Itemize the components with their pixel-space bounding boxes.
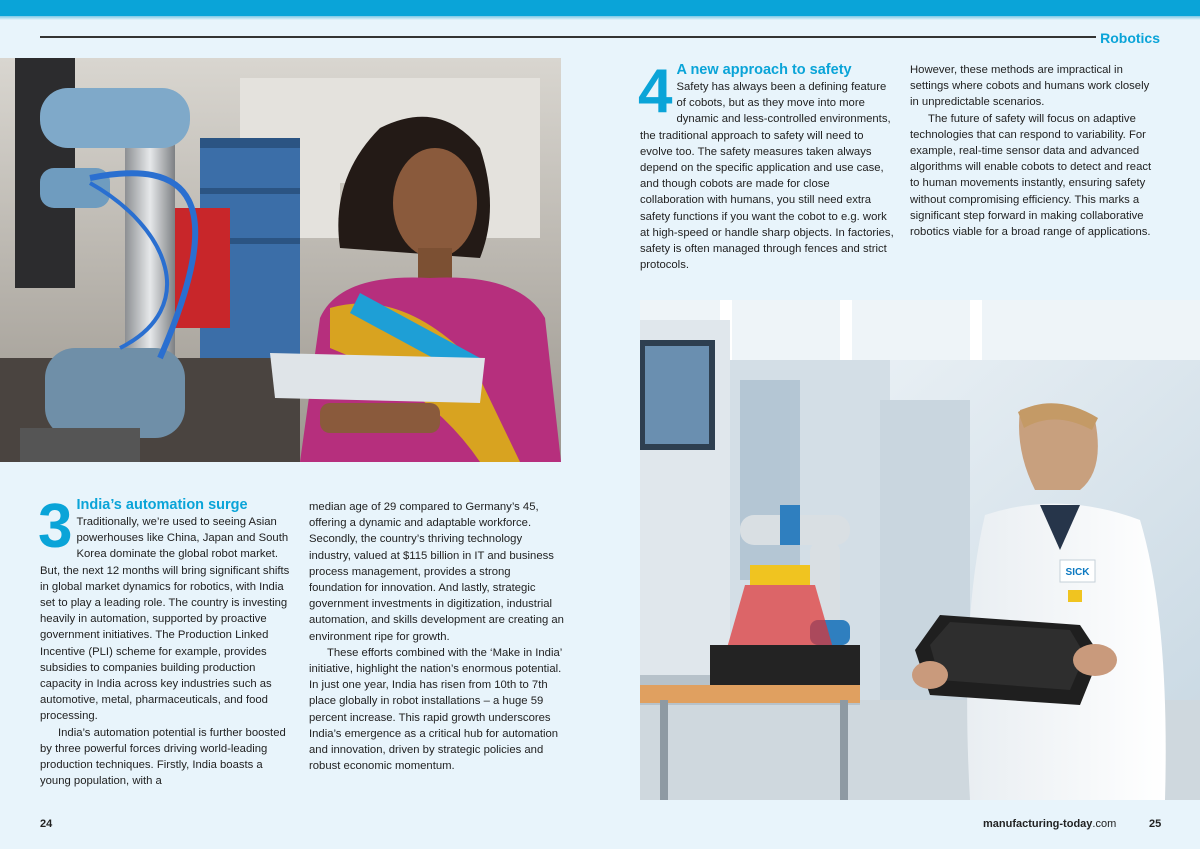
photo-worker-with-cobot — [0, 58, 561, 462]
section-3-paragraph: median age of 29 compared to Germany’s 45, offering a dynamic and adaptable workforce. Secondly, the country’s thriving technology industry, valued at $115 billion in IT and business process management, provides a strong foundation for innovation. And lastly, strategic government investments in digitization, industrial automation, and skills development are creating an environment ripe for growth. — [309, 501, 564, 643]
section-4-paragraph: However, these methods are impractical in settings where cobots and humans work closely in unpredictable scenarios. — [910, 64, 1150, 109]
header-rule — [40, 36, 1096, 38]
section-label: Robotics — [1100, 30, 1160, 46]
top-color-bar — [0, 0, 1200, 16]
top-bar-fade — [0, 16, 1200, 20]
section-3-heading: India’s automation surge — [76, 497, 248, 513]
section-3-column-2 — [309, 499, 565, 774]
section-3-column-1 — [38, 492, 292, 789]
page-number-right: 25 — [1149, 818, 1162, 830]
section-4-column-1 — [638, 57, 894, 273]
page-number-left: 24 — [40, 818, 53, 830]
section-3-paragraph: Traditionally, we’re used to seeing Asian powerhouses like China, Japan and South Korea dominate the global robot market. But, the next 12 months will bring significant shifts in global market dynamics for robotics, with India set to play a leading role. The country is investing heavily in automation, supported by proactive government initiatives. The Production Linked Incentive (PLI) scheme for example, provides subsidies to companies building production capacity in India across key industries such as automotive, metal, pharmaceuticals, and food processing. — [40, 516, 290, 723]
lab-scene-illustration — [640, 300, 1200, 800]
site-name-main: manufacturing-today — [983, 818, 1093, 830]
site-name — [983, 818, 1116, 830]
photo-engineer-with-cobot — [640, 300, 1200, 800]
section-3-number: 3 — [38, 492, 71, 561]
factory-scene-illustration — [0, 58, 561, 462]
section-3-paragraph: India’s automation potential is further boosted by three powerful forces driving world-leading production techniques. Firstly, India boasts a young population, with a — [40, 726, 286, 788]
site-name-domain: .com — [1092, 818, 1117, 830]
section-3-paragraph: These efforts combined with the ‘Make in India’ initiative, highlight the nation’s enormous potential. In just one year, India has risen from 10th to 7th place globally in robot installations – a huge 59 percent increase. This rapid growth underscores India’s emergence as a critical hub for automation and innovation, driven by strategic policies and robust economic momentum. — [309, 646, 562, 773]
section-4-heading: A new approach to safety — [676, 62, 852, 78]
section-4-number: 4 — [638, 57, 671, 126]
section-4-column-2 — [910, 62, 1160, 240]
section-4-paragraph: Safety has always been a defining feature of cobots, but as they move into more dynamic and less-controlled environments, the traditional approach to safety will need to evolve too. The safety measures taken always depend on the specific application and use case, and though cobots are made for close collaboration with humans, you still need extra safety functions if you want the cobot to e.g. work at high-speed or handle sharp objects. In factories, safety is often managed through fences and strict protocols. — [640, 81, 894, 272]
section-4-paragraph: The future of safety will focus on adaptive technologies that can respond to variability. For example, real-time sensor data and advanced algorithms will enable cobots to detect and react to human movements instantly, ensuring safety without compromising efficiency. This marks a significant step forward in making collaborative robotics viable for a broad range of applications. — [910, 112, 1152, 239]
sick-logo-text: SICK — [1065, 567, 1090, 578]
